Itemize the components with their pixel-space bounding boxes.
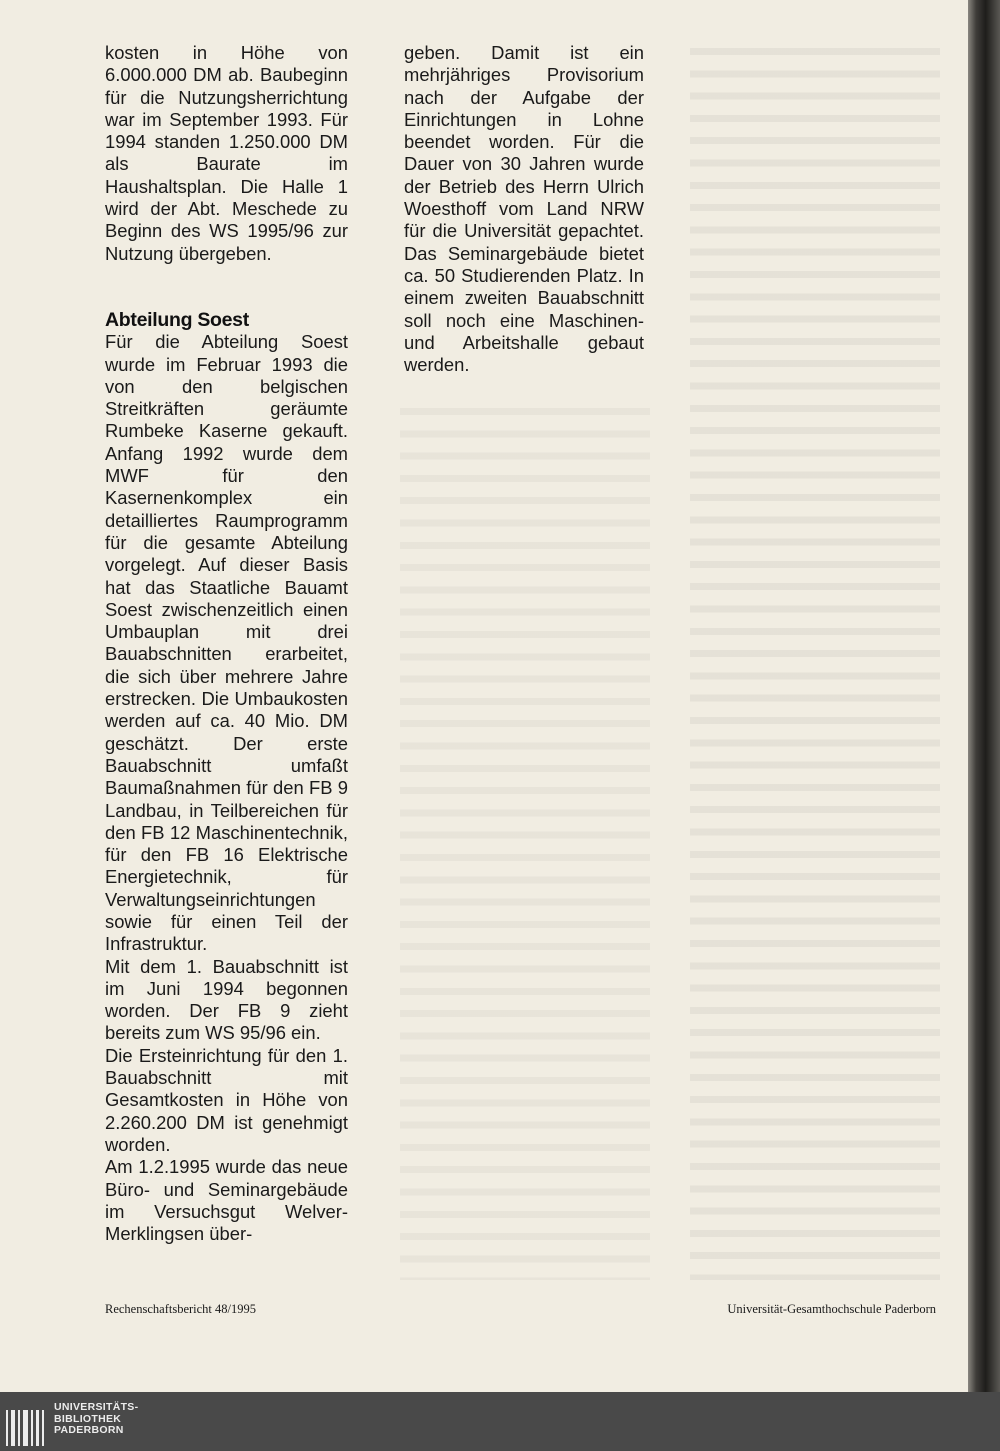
library-banner [0,1392,1000,1451]
bleed-through-shadow [690,40,940,1280]
intro-paragraph: kosten in Höhe von 6.000.000 DM ab. Baubeginn für die Nutzungsherrichtung war im September 1993. Für 1994 standen 1.250.000 DM als Baurate im Haushaltsplan. Die Halle 1 wird der Abt. Meschede zu Beginn des WS 1995/96 zur Nutzung übergeben. [105,42,348,264]
soest-paragraph-3: Die Ersteinrichtung für den 1. Bauabschnitt mit Gesamtkosten in Höhe von 2.260.200 DM ist genehmigt worden. [105,1044,348,1155]
left-text-column [105,42,348,1245]
soest-paragraph-4: Am 1.2.1995 wurde das neue Büro- und Seminargebäude im Versuchsgut Welver-Merklingsen über- [105,1156,348,1245]
bleed-through-shadow-middle [400,400,650,1280]
footer-report-title: Rechenschaftsbericht 48/1995 [105,1302,256,1316]
soest-paragraph-1: Für die Abteilung Soest wurde im Februar 1993 die von den belgischen Streitkräften geräumte Rumbeke Kaserne gekauft. Anfang 1992 wurde dem MWF für den Kasernenkomplex ein detailliertes Raumprogramm für die gesamte Abteilung vorgelegt. Auf dieser Basis hat das Staatliche Bauamt Soest zwischenzeitlich einen Umbauplan mit drei Bauabschnitten erarbeitet, die sich über mehrere Jahre erstrecken. Die Umbaukosten werden auf ca. 40 Mio. DM geschätzt. Der erste Bauabschnitt umfaßt Baumaßnahmen für den FB 9 Landbau, in Teilbereichen für den FB 12 Maschinentechnik, für den FB 16 Elektrische Energietechnik, für Verwaltungseinrichtungen sowie für einen Teil der Infrastruktur. [105,331,348,955]
library-name-line-1: UNIVERSITÄTS- [54,1401,139,1413]
library-name [54,1402,138,1437]
soest-paragraph-2: Mit dem 1. Bauabschnitt ist im Juni 1994 begonnen worden. Der FB 9 zieht bereits zum WS 95/96 ein. [105,955,348,1044]
library-name-line-3: PADERBORN [54,1424,124,1436]
middle-paragraph-1: geben. Damit ist ein mehrjähriges Provisorium nach der Aufgabe der Einrichtungen in Lohne beendet worden. Für die Dauer von 30 Jahren wurde der Betrieb des Herrn Ulrich Woesthoff vom Land NRW für die Universität gepachtet. Das Seminargebäude bietet ca. 50 Studierenden Platz. In einem zweiten Bauabschnitt soll noch eine Maschinen- und Arbeitshalle gebaut werden. [404,42,644,376]
footer-institution: Universität-Gesamthochschule Paderborn [727,1302,936,1316]
middle-text-column [404,42,644,376]
section-heading-soest: Abteilung Soest [105,308,249,331]
library-barcode-logo-icon [4,1404,48,1448]
book-spine-edge [968,0,1000,1392]
library-name-line-2: BIBLIOTHEK [54,1412,122,1425]
